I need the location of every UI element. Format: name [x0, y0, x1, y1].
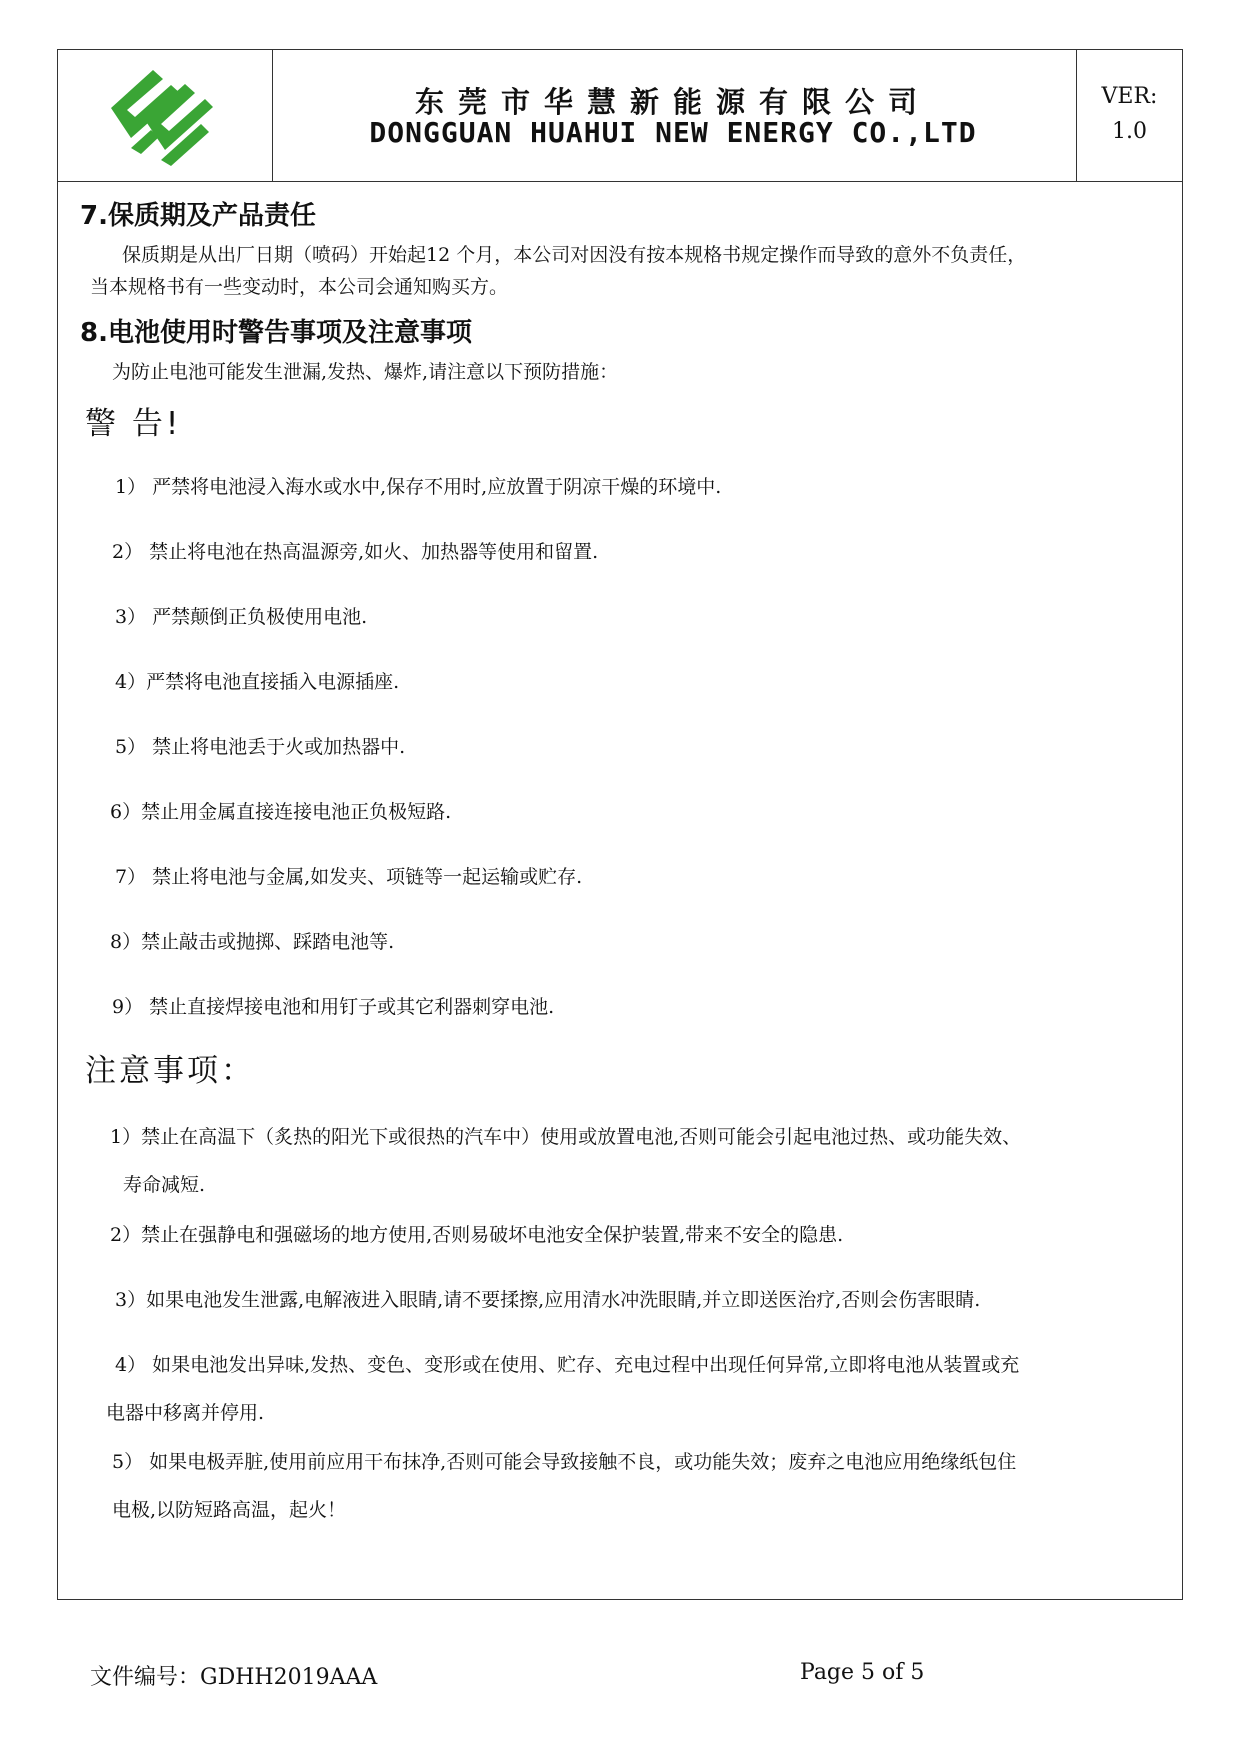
company-name-en: DONGGUAN HUAHUI NEW ENERGY CO.,LTD: [369, 116, 977, 149]
company-logo-icon: [101, 60, 221, 170]
caution-item-line: 寿命减短.: [123, 1174, 206, 1196]
version-cell: [1076, 50, 1182, 181]
caution-item-line: 电器中移离并停用.: [106, 1402, 265, 1424]
section-8-intro: 为防止电池可能发生泄漏,发热、爆炸,请注意以下预防措施：: [112, 361, 619, 383]
warning-item: 1） 严禁将电池浸入海水或水中,保存不用时,应放置于阴凉干燥的环境中.: [115, 476, 722, 498]
version-value: 1.0: [1112, 119, 1147, 144]
page-number: Page 5 of 5: [800, 1660, 925, 1685]
warning-item: 7） 禁止将电池与金属,如发夹、项链等一起运输或贮存.: [115, 866, 583, 888]
caution-item-line: 4） 如果电池发出异味,发热、变色、变形或在使用、贮存、充电过程中出现任何异常,立即将电池从装置或充: [115, 1354, 1020, 1376]
section-8-title: 8.电池使用时警告事项及注意事项: [80, 318, 472, 348]
warning-item: 3） 严禁颠倒正负极使用电池.: [115, 606, 368, 628]
warning-item: 2） 禁止将电池在热高温源旁,如火、加热器等使用和留置.: [112, 541, 599, 563]
section-7-paragraph-line-1: 保质期是从出厂日期（喷码）开始起12 个月，本公司对因没有按本规格书规定操作而导致的意外不负责任，: [122, 244, 1027, 266]
warning-heading: 警 告!: [85, 406, 182, 442]
company-name-cn: 东莞市华慧新能源有限公司: [414, 85, 931, 119]
warning-item: 6）禁止用金属直接连接电池正负极短路.: [110, 801, 452, 823]
warning-item: 4）严禁将电池直接插入电源插座.: [115, 671, 400, 693]
section-7-title: 7.保质期及产品责任: [80, 201, 316, 231]
company-name-block: [273, 50, 1073, 181]
caution-item-line: 3）如果电池发生泄露,电解液进入眼睛,请不要揉擦,应用清水冲洗眼睛,并立即送医治疗,否则会伤害眼睛.: [115, 1289, 981, 1311]
version-label: VER:: [1101, 84, 1158, 109]
section-7-paragraph-line-2: 当本规格书有一些变动时，本公司会通知购买方。: [90, 276, 509, 298]
caution-item-line: 1）禁止在高温下（炙热的阳光下或很热的汽车中）使用或放置电池,否则可能会引起电池过热、或功能失效、: [110, 1126, 1022, 1148]
logo-cell: [58, 50, 273, 181]
warning-item: 5） 禁止将电池丢于火或加热器中.: [115, 736, 406, 758]
warning-item: 8）禁止敲击或抛掷、踩踏电池等.: [110, 931, 395, 953]
warning-item: 9） 禁止直接焊接电池和用钉子或其它利器刺穿电池.: [112, 996, 555, 1018]
caution-item-line: 5） 如果电极弄脏,使用前应用干布抹净,否则可能会导致接触不良，或功能失效；废弃之电池应用绝缘纸包住: [112, 1451, 1017, 1473]
caution-item-line: 2）禁止在强静电和强磁场的地方使用,否则易破坏电池安全保护装置,带来不安全的隐患.: [110, 1224, 844, 1246]
document-header: [58, 50, 1182, 182]
document-number: 文件编号：GDHH2019AAA: [90, 1665, 378, 1690]
caution-item-line: 电极,以防短路高温，起火！: [112, 1499, 347, 1521]
caution-heading: 注意事项：: [85, 1053, 255, 1089]
